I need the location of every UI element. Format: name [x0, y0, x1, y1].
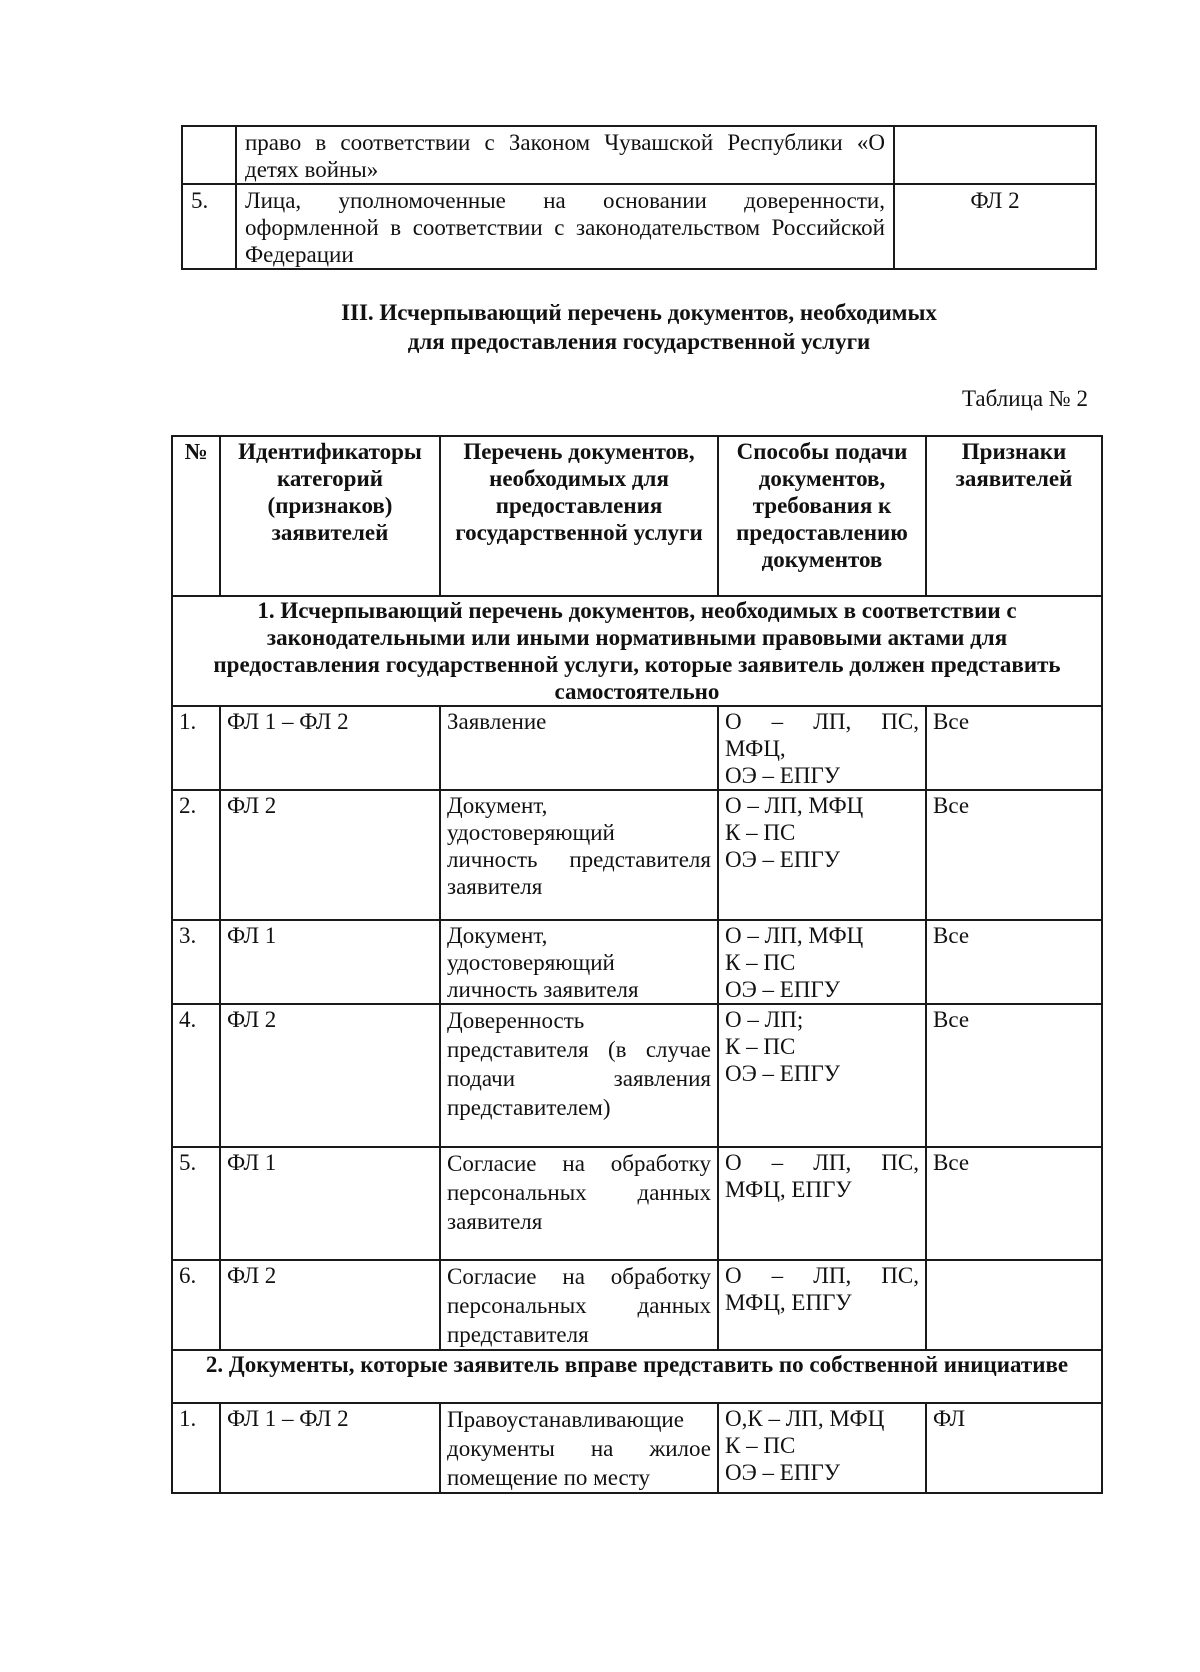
method-line: МФЦ, — [725, 736, 786, 761]
cell-identifier: ФЛ 1 – ФЛ 2 — [220, 706, 440, 790]
table-row — [182, 184, 1096, 269]
cell-number: 6. — [172, 1260, 220, 1350]
method-line: О – ЛП, ПС, — [725, 1263, 919, 1288]
row-number: 5. — [182, 184, 236, 269]
header-documents: Перечень документов, необходимых для предоставления государственной услуги — [440, 436, 718, 596]
cell-method — [718, 1147, 926, 1260]
table-row — [172, 1403, 1102, 1493]
table-row — [172, 790, 1102, 920]
method-line: ОЭ – ЕПГУ — [725, 1061, 841, 1086]
method-line: О – ЛП; — [725, 1007, 804, 1032]
table-row — [172, 706, 1102, 790]
cell-document: Согласие на обработку персональных данных представителя — [440, 1260, 718, 1350]
cell-identifier: ФЛ 1 — [220, 920, 440, 1004]
cell-number: 1. — [172, 706, 220, 790]
method-line: ОЭ – ЕПГУ — [725, 847, 841, 872]
method-line: ОЭ – ЕПГУ — [725, 763, 841, 788]
cell-identifier: ФЛ 2 — [220, 1004, 440, 1147]
previous-table — [181, 125, 1097, 270]
cell-sign: ФЛ — [926, 1403, 1102, 1493]
cell-sign — [926, 1260, 1102, 1350]
cell-sign: Все — [926, 1147, 1102, 1260]
section-row — [172, 1350, 1102, 1403]
cell-document: Заявление — [440, 706, 718, 790]
method-line: О,К – ЛП, МФЦ — [725, 1406, 885, 1431]
method-line: К – ПС — [725, 950, 796, 975]
row-number — [182, 126, 236, 184]
cell-method — [718, 1260, 926, 1350]
cell-method — [718, 1004, 926, 1147]
header-identifiers: Идентификаторы категорий (признаков) заявителей — [220, 436, 440, 596]
cell-document: Документ, удостоверяющий личность заявителя — [440, 920, 718, 1004]
cell-sign: Все — [926, 706, 1102, 790]
method-line: К – ПС — [725, 820, 796, 845]
cell-number: 4. — [172, 1004, 220, 1147]
method-line: О – ЛП, ПС, — [725, 1150, 919, 1175]
cell-method — [718, 790, 926, 920]
table-row — [172, 1004, 1102, 1147]
row-code — [894, 126, 1096, 184]
cell-number: 3. — [172, 920, 220, 1004]
cell-method — [718, 706, 926, 790]
cell-document: Доверенность представителя (в случае подачи заявления представителем) — [440, 1004, 718, 1147]
section-1-title: 1. Исчерпывающий перечень документов, необходимых в соответствии с законодательными или иными нормативными правовыми актами для предоставления государственной услуги, которые заявитель должен представить самостоятельно — [172, 596, 1102, 706]
cell-sign: Все — [926, 1004, 1102, 1147]
method-line: К – ПС — [725, 1034, 796, 1059]
section-title — [181, 298, 1097, 356]
cell-document: Правоустанавливающие документы на жилое помещение по месту — [440, 1403, 718, 1493]
method-line: ОЭ – ЕПГУ — [725, 977, 841, 1002]
cell-number: 2. — [172, 790, 220, 920]
table-row — [172, 1260, 1102, 1350]
cell-identifier: ФЛ 2 — [220, 1260, 440, 1350]
cell-document: Согласие на обработку персональных данных заявителя — [440, 1147, 718, 1260]
table-row — [172, 1147, 1102, 1260]
header-methods: Способы подачи документов, требования к предоставлению документов — [718, 436, 926, 596]
method-line: МФЦ, ЕПГУ — [725, 1177, 852, 1202]
table-header-row — [172, 436, 1102, 596]
row-code: ФЛ 2 — [894, 184, 1096, 269]
header-signs: Признаки заявителей — [926, 436, 1102, 596]
section-2-title: 2. Документы, которые заявитель вправе представить по собственной инициативе — [172, 1350, 1102, 1403]
method-line: О – ЛП, МФЦ — [725, 923, 864, 948]
row-text: Лица, уполномоченные на основании доверенности, оформленной в соответствии с законодательством Российской Федерации — [236, 184, 894, 269]
cell-identifier: ФЛ 2 — [220, 790, 440, 920]
cell-sign: Все — [926, 790, 1102, 920]
table-row — [172, 920, 1102, 1004]
cell-method — [718, 1403, 926, 1493]
method-line: О – ЛП, МФЦ — [725, 793, 864, 818]
table-row — [182, 126, 1096, 184]
row-text: право в соответствии с Законом Чувашской Республики «О детях войны» — [236, 126, 894, 184]
cell-method — [718, 920, 926, 1004]
cell-identifier: ФЛ 1 — [220, 1147, 440, 1260]
method-line: ОЭ – ЕПГУ — [725, 1460, 841, 1485]
cell-number: 1. — [172, 1403, 220, 1493]
section-title-line: для предоставления государственной услуги — [407, 329, 871, 354]
cell-document: Документ, удостоверяющий личность представителя заявителя — [440, 790, 718, 920]
section-title-line: III. Исчерпывающий перечень документов, необходимых — [341, 300, 937, 325]
cell-identifier: ФЛ 1 – ФЛ 2 — [220, 1403, 440, 1493]
method-line: МФЦ, ЕПГУ — [725, 1290, 852, 1315]
table-caption: Таблица № 2 — [961, 386, 1088, 411]
method-line: О – ЛП, ПС, — [725, 709, 919, 734]
cell-sign: Все — [926, 920, 1102, 1004]
header-number: № — [172, 436, 220, 596]
cell-number: 5. — [172, 1147, 220, 1260]
documents-table — [171, 435, 1103, 1494]
section-row — [172, 596, 1102, 706]
method-line: К – ПС — [725, 1433, 796, 1458]
